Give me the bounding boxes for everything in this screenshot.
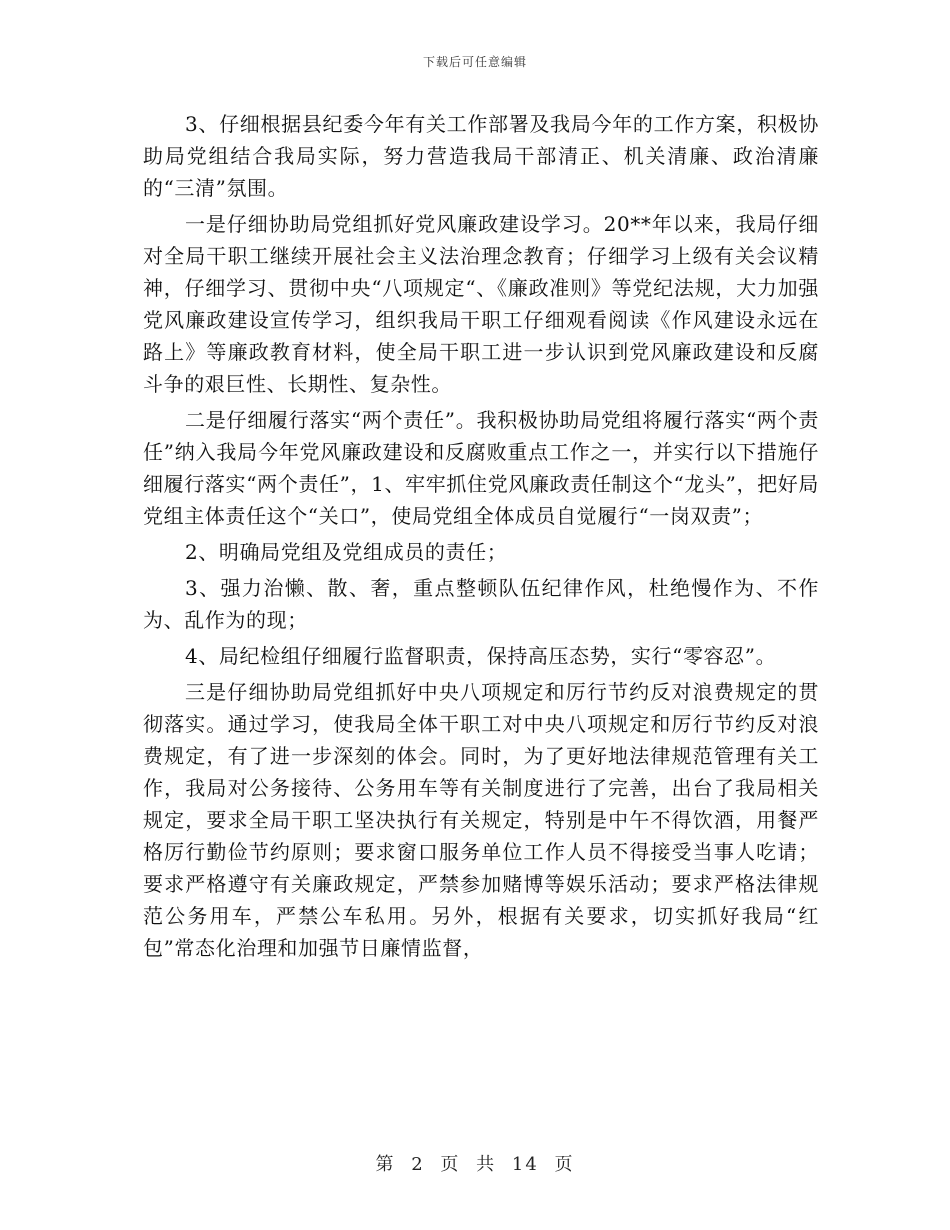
document-body — [143, 108, 819, 968]
header-note: 下载后可任意编辑 — [422, 55, 527, 69]
footer-page-prefix: 第 — [375, 1154, 396, 1175]
paragraph-5: 3、强力治懒、散、奢，重点整顿队伍纪律作风，杜绝慢作为、不作为、乱作为的现； — [143, 576, 819, 632]
footer-page-mid: 页 — [440, 1154, 461, 1175]
paragraph-1: 3、仔细根据县纪委今年有关工作部署及我局今年的工作方案，积极协助局党组结合我局实际，努力营造我局干部清正、机关清廉、政治清廉的“三清”氛围。 — [143, 112, 819, 200]
paragraph-4: 2、明确局党组及党组成员的责任； — [185, 540, 508, 564]
footer-page-current: 2 — [411, 1154, 425, 1175]
paragraph-3: 二是仔细履行落实“两个责任”。我积极协助局党组将履行落实“两个责任”纳入我局今年党风廉政建设和反腐败重点工作之一，并实行以下措施仔细履行落实“两个责任”，1、牢牢抓住党风廉政责任制这个“龙头”，把好局党组主体责任这个“关口”，使局党组全体成员自觉履行“一岗双责”； — [143, 408, 819, 528]
paragraph-7: 三是仔细协助局党组抓好中央八项规定和厉行节约反对浪费规定的贯彻落实。通过学习，使我局全体干职工对中央八项规定和厉行节约反对浪费规定，有了进一步深刻的体会。同时，为了更好地法律规范管理有关工作，我局对公务接待、公务用车等有关制度进行了完善，出台了我局相关规定，要求全局干职工坚决执行有关规定，特别是中午不得饮酒，用餐严格厉行勤俭节约原则；要求窗口服务单位工作人员不得接受当事人吃请；要求严格遵守有关廉政规定，严禁参加赌博等娱乐活动；要求严格法律规范公务用车，严禁公车私用。另外，根据有关要求，切实抓好我局“红包”常态化治理和加强节日廉情监督， — [143, 680, 819, 960]
footer-page-total-prefix: 共 — [476, 1154, 497, 1175]
page-footer — [0, 1150, 950, 1176]
paragraph-2: 一是仔细协助局党组抓好党风廉政建设学习。20**年以来，我局仔细对全局干职工继续开展社会主义法治理念教育；仔细学习上级有关会议精神，仔细学习、贯彻中央“八项规定“、《廉政准则》等党纪法规，大力加强党风廉政建设宣传学习，组织我局干职工仔细观看阅读《作风建设永远在路上》等廉政教育材料，使全局干职工进一步认识到党风廉政建设和反腐斗争的艰巨性、长期性、复杂性。 — [143, 212, 819, 396]
footer-page-suffix: 页 — [554, 1154, 575, 1175]
paragraph-6: 4、局纪检组仔细履行监督职责，保持高压态势，实行“零容忍”。 — [185, 644, 777, 668]
footer-page-total: 14 — [511, 1154, 539, 1175]
